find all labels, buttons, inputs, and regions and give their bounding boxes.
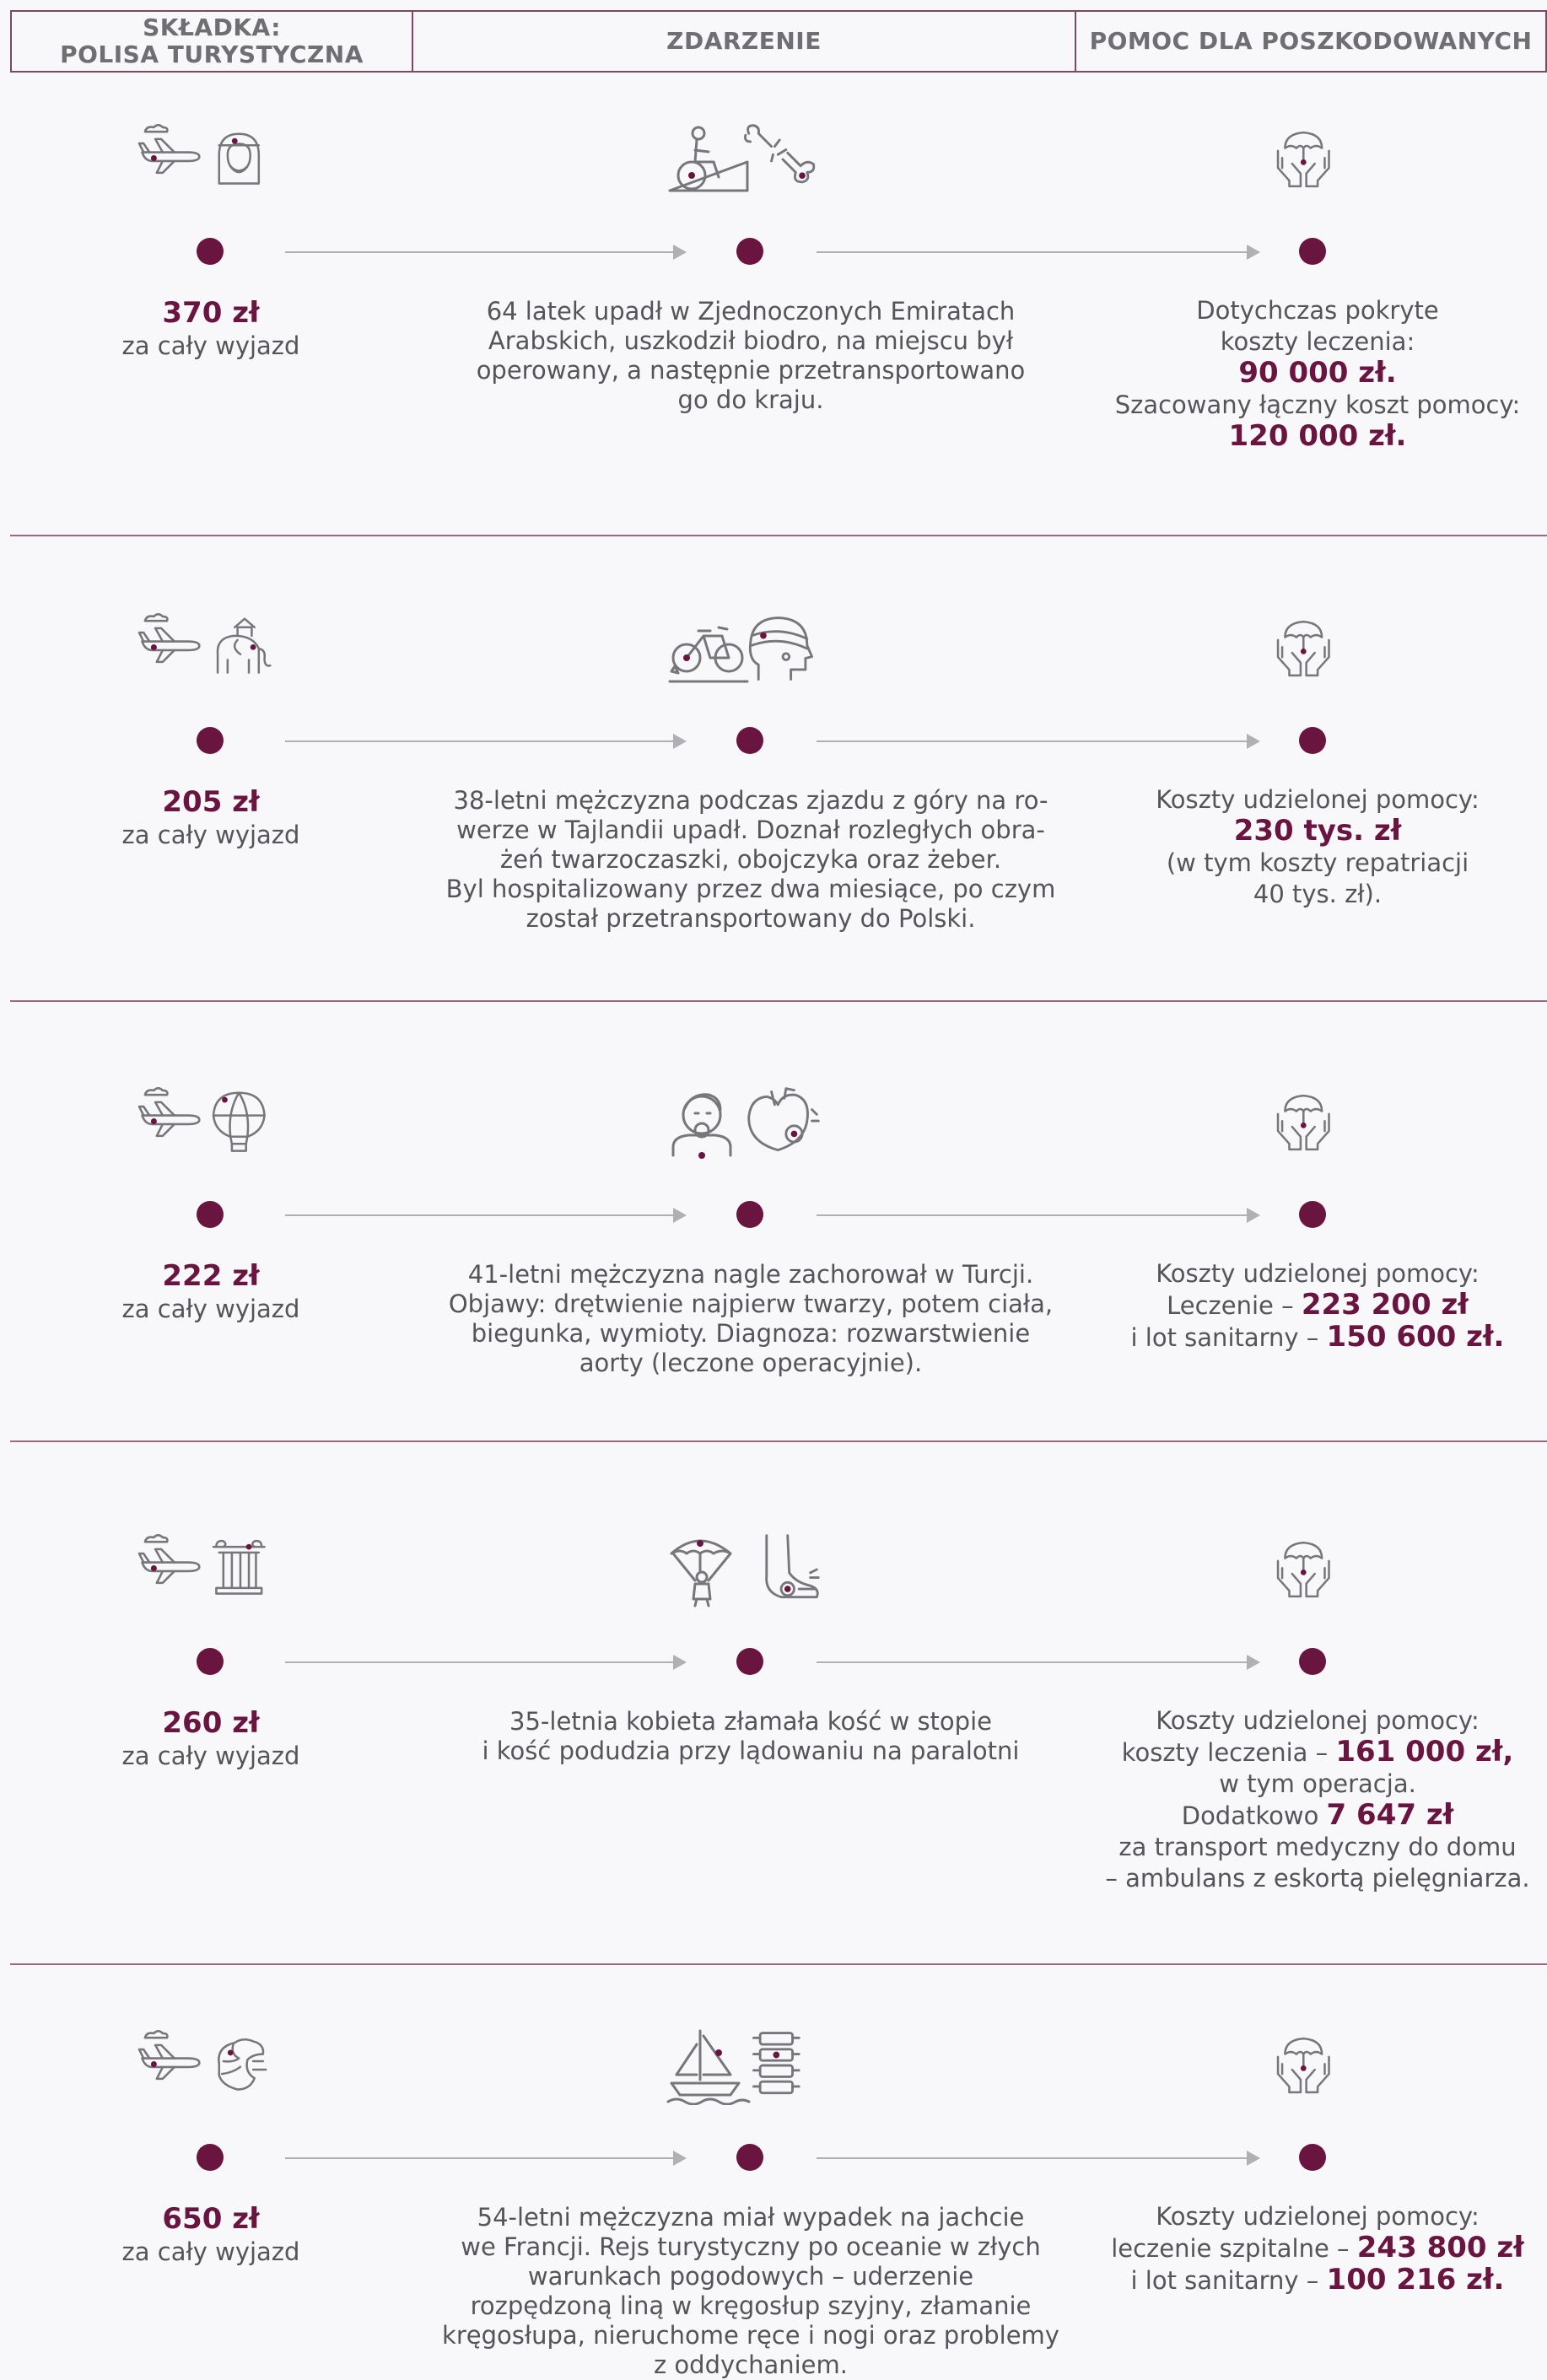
help-line	[1088, 1769, 1547, 1800]
dot-help	[1299, 727, 1326, 754]
flow-arrow	[817, 1214, 1259, 1216]
flow-arrow	[817, 1661, 1259, 1663]
help-line	[1088, 1258, 1547, 1290]
emirati-person-icon	[209, 121, 280, 201]
help-text: i lot sanitarny –	[1130, 2266, 1327, 2295]
help-amount: 223 200 zł	[1301, 1288, 1469, 1322]
premium-period: za cały wyjazd	[121, 1742, 300, 1770]
help-text: za transport medyczny do domu	[1118, 1833, 1517, 1861]
wheelchair-ramp-icon	[666, 121, 751, 202]
premium-amount: 222 zł	[162, 1259, 260, 1293]
dot-premium	[197, 238, 224, 265]
header-premium	[12, 12, 412, 71]
header-event-label: ZDARZENIE	[666, 27, 822, 55]
help-text: Koszty udzielonej pomocy:	[1156, 1706, 1480, 1735]
help-text: koszty leczenia:	[1220, 327, 1415, 356]
dot-event	[736, 1648, 763, 1675]
help-amount: 161 000 zł,	[1335, 1735, 1514, 1769]
event-description: 54-letni mężczyzna miał wypadek na jachcie we Francji. Rejs turystyczny po oceanie w złych warunkach pogodowych – uderzenie rozpędzoną liną w kręgosłup szyjny, złamanie kręgosłupa, nieruchome ręce i nogi oraz problemy z oddychaniem.	[442, 2203, 1059, 2379]
plane-icon	[135, 1532, 211, 1602]
flow-arrow	[285, 2157, 685, 2159]
spine-icon	[742, 2027, 823, 2107]
event-description: 38-letni mężczyzna podczas zjazdu z góry na ro- werze w Tajlandii upadł. Doznał rozległych obra- żeń twarzoczaszki, obojczyka oraz żeber. Byl hospitalizowany przez dwa miesiące, po czym został przetransportowany do Polski.	[445, 786, 1056, 933]
plane-icon	[135, 121, 211, 192]
premium-period: za cały wyjazd	[121, 2237, 300, 2266]
event-description: 41-letni mężczyzna nagle zachorował w Turcji. Objawy: drętwienie najpierw twarzy, potem ciała, biegunka, wymioty. Diagnoza: rozwarstwienie aorty (leczone operacyjnie).	[448, 1260, 1054, 1377]
flow-arrow	[817, 740, 1259, 742]
help-amount: 230 tys. zł	[1233, 814, 1402, 848]
dot-event	[736, 1201, 763, 1228]
help-line	[1088, 2201, 1547, 2232]
help-amount: 243 800 zł	[1356, 2231, 1524, 2264]
dot-help	[1299, 238, 1326, 265]
row-divider	[10, 1440, 1547, 1442]
flow-arrow	[285, 251, 685, 253]
help-line	[1088, 1800, 1547, 1832]
help-text: Koszty udzielonej pomocy:	[1156, 1259, 1480, 1288]
premium-amount: 650 zł	[162, 2202, 260, 2236]
greek-column-icon	[209, 1532, 280, 1611]
help-text: (w tym koszty repatriacji	[1166, 848, 1469, 877]
header-event	[412, 12, 1075, 71]
premium-cell	[84, 1705, 337, 1771]
help-text: leczenie szpitalne –	[1111, 2234, 1357, 2263]
help-line	[1088, 390, 1547, 421]
table-header	[10, 10, 1547, 73]
plane-icon	[135, 1085, 211, 1155]
help-line	[1088, 295, 1547, 326]
row-divider	[10, 535, 1547, 536]
header-help	[1075, 12, 1545, 71]
help-text: Szacowany łączny koszt pomocy:	[1114, 390, 1521, 419]
hands-umbrella-icon	[1274, 611, 1345, 690]
help-line	[1088, 2232, 1547, 2264]
help-line	[1088, 326, 1547, 358]
help-text: 40 tys. zł).	[1253, 880, 1383, 908]
help-cell	[1088, 784, 1547, 910]
flow-arrow	[817, 251, 1259, 253]
hands-umbrella-icon	[1274, 2027, 1345, 2107]
premium-cell	[84, 1258, 337, 1324]
help-text: – ambulans z eskortą pielęgniarza.	[1105, 1864, 1530, 1893]
dot-help	[1299, 2144, 1326, 2171]
dot-help	[1299, 1201, 1326, 1228]
bandaged-head-icon	[742, 611, 823, 690]
dot-help	[1299, 1648, 1326, 1675]
dot-premium	[197, 727, 224, 754]
hands-umbrella-icon	[1274, 1532, 1345, 1611]
hands-umbrella-icon	[1274, 1085, 1345, 1164]
plane-icon	[135, 2027, 211, 2098]
help-amount: 120 000 zł.	[1228, 419, 1407, 453]
premium-amount: 205 zł	[162, 785, 260, 819]
help-text: Dodatkowo	[1181, 1801, 1327, 1830]
premium-cell	[84, 2201, 337, 2267]
premium-cell	[84, 784, 337, 850]
row-divider	[10, 1963, 1547, 1965]
help-text: Dotychczas pokryte	[1196, 296, 1439, 325]
croissant-icon	[209, 2027, 280, 2107]
help-line	[1088, 1290, 1547, 1322]
dot-premium	[197, 1201, 224, 1228]
event-description: 35-letnia kobieta złamała kość w stopie i kość podudzia przy lądowaniu na paralotni	[482, 1707, 1020, 1765]
bicycle-crash-icon	[666, 611, 751, 692]
plane-icon	[135, 611, 211, 681]
help-line	[1088, 421, 1547, 453]
help-cell	[1088, 1258, 1547, 1354]
help-line	[1088, 358, 1547, 390]
help-line	[1088, 1737, 1547, 1769]
header-help-label: POMOC DLA POSZKODOWANYCH	[1089, 27, 1533, 55]
help-line	[1088, 1863, 1547, 1894]
foot-injury-icon	[742, 1532, 823, 1611]
row-divider	[10, 1000, 1547, 1002]
help-line	[1088, 1705, 1547, 1737]
broken-bone-icon	[742, 121, 823, 201]
dot-premium	[197, 2144, 224, 2171]
flow-arrow	[285, 1661, 685, 1663]
help-amount: 150 600 zł.	[1326, 1320, 1505, 1354]
dot-event	[736, 238, 763, 265]
hot-air-balloon-icon	[209, 1085, 280, 1164]
premium-period: za cały wyjazd	[121, 821, 300, 849]
help-text: Leczenie –	[1167, 1291, 1302, 1320]
premium-period: za cały wyjazd	[121, 331, 300, 360]
help-cell	[1088, 1705, 1547, 1894]
help-line	[1088, 2264, 1547, 2297]
event-description: 64 latek upadł w Zjednoczonych Emiratach Arabskich, uszkodził biodro, na miejscu był operowany, a następnie przetransportowano go do kraju.	[476, 297, 1026, 414]
sick-face-icon	[666, 1085, 751, 1166]
premium-amount: 370 zł	[162, 296, 260, 330]
elephant-icon	[209, 611, 280, 690]
help-line	[1088, 1832, 1547, 1863]
help-text: koszty leczenia –	[1121, 1738, 1336, 1767]
help-amount: 7 647 zł	[1326, 1798, 1454, 1832]
help-line	[1088, 1322, 1547, 1354]
help-amount: 90 000 zł.	[1238, 356, 1397, 390]
flow-arrow	[817, 2157, 1259, 2159]
help-text: Koszty udzielonej pomocy:	[1156, 2202, 1480, 2231]
help-cell	[1088, 295, 1547, 453]
help-cell	[1088, 2201, 1547, 2297]
flow-arrow	[285, 1214, 685, 1216]
help-text: w tym operacja.	[1219, 1769, 1416, 1798]
flow-arrow	[285, 740, 685, 742]
help-line	[1088, 879, 1547, 910]
premium-amount: 260 zł	[162, 1706, 260, 1740]
paraglider-icon	[666, 1532, 751, 1613]
hands-umbrella-icon	[1274, 121, 1345, 201]
help-line	[1088, 784, 1547, 816]
premium-cell	[84, 295, 337, 361]
help-text: i lot sanitarny –	[1130, 1323, 1327, 1352]
help-amount: 100 216 zł.	[1326, 2263, 1505, 2297]
header-premium-label: SKŁADKA: POLISA TURYSTYCZNA	[60, 13, 364, 68]
dot-premium	[197, 1648, 224, 1675]
heart-icon	[742, 1085, 823, 1164]
premium-period: za cały wyjazd	[121, 1295, 300, 1323]
dot-event	[736, 727, 763, 754]
help-text: Koszty udzielonej pomocy:	[1156, 785, 1480, 814]
dot-event	[736, 2144, 763, 2171]
help-line	[1088, 848, 1547, 879]
help-line	[1088, 816, 1547, 848]
sailboat-icon	[666, 2027, 751, 2108]
